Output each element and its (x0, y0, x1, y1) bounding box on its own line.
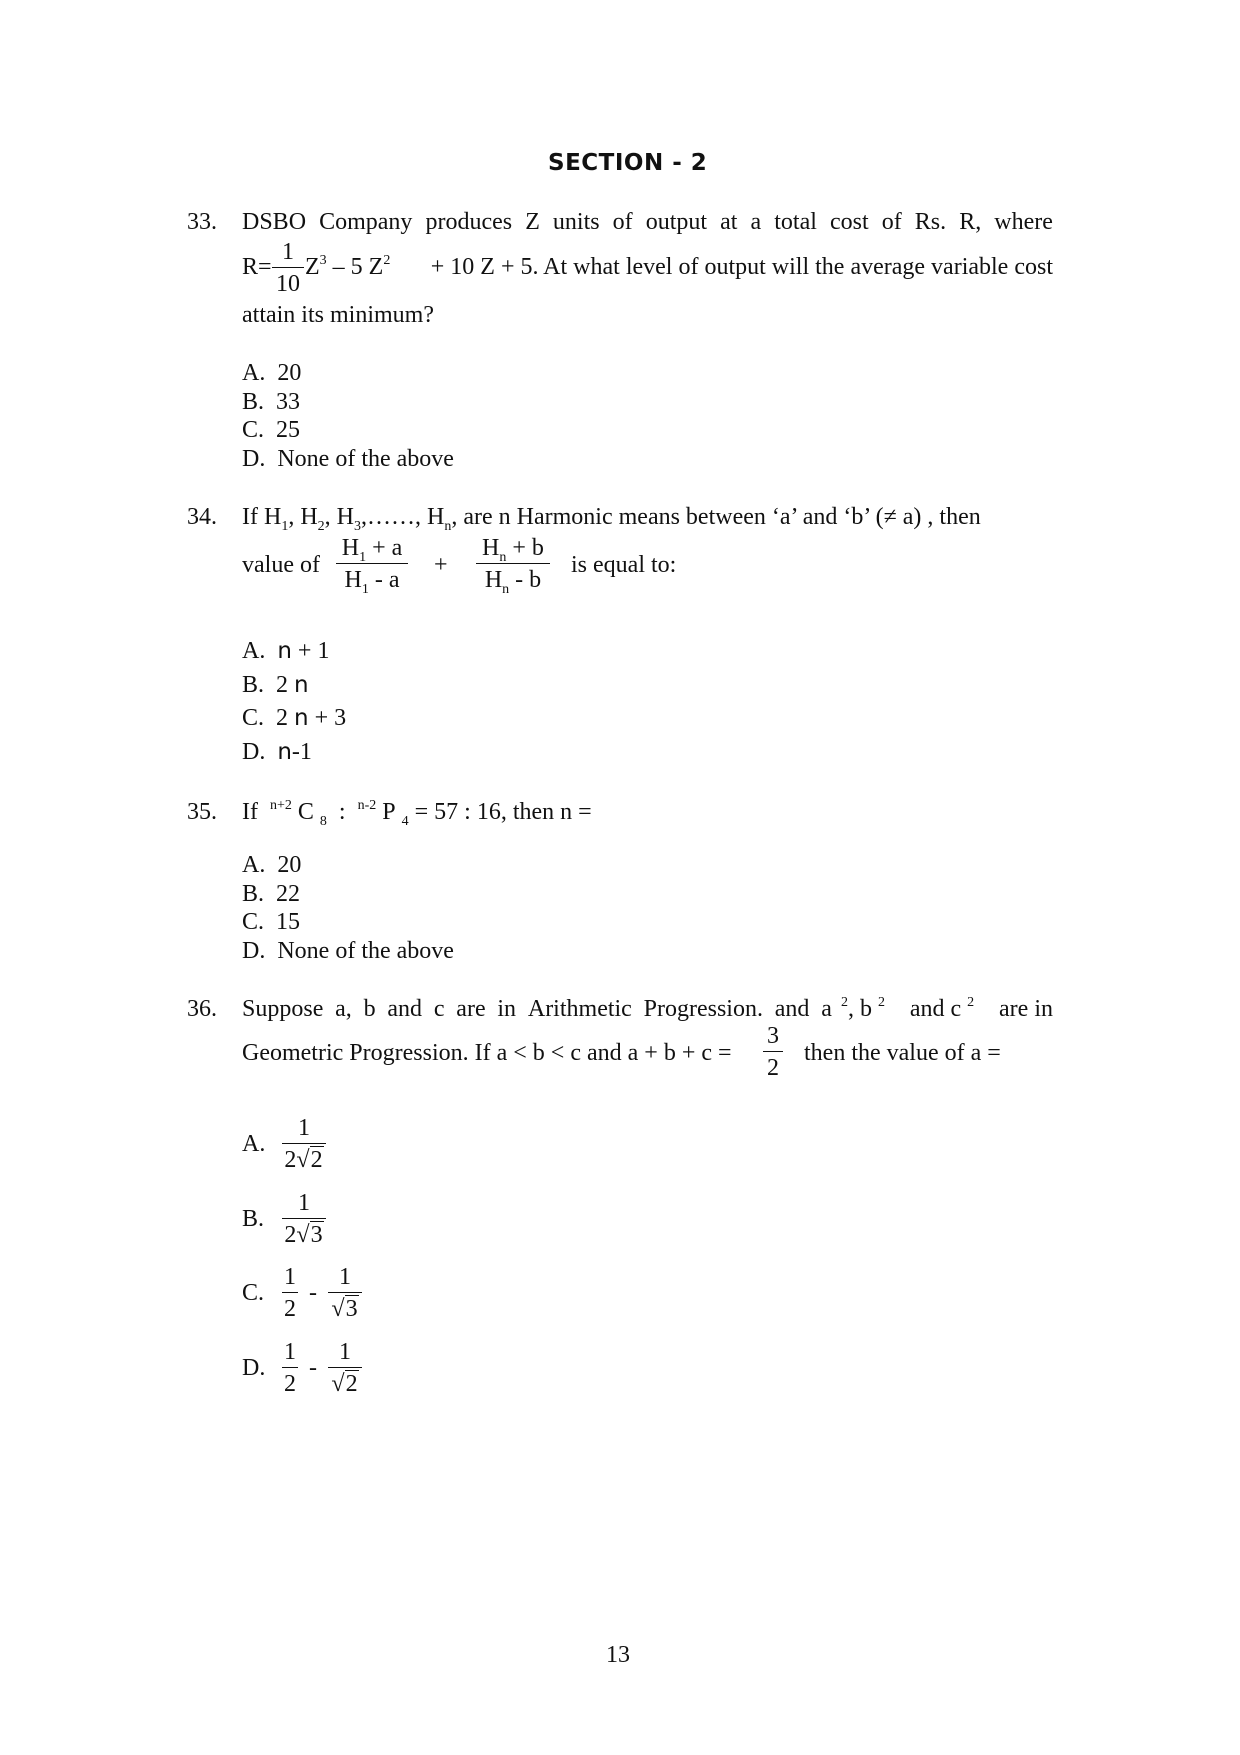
word: of (881, 209, 902, 235)
superscript: n-2 (357, 798, 377, 813)
fraction-three-halves (763, 1024, 783, 1080)
option-letter: B. (242, 881, 265, 907)
option-text: n (277, 739, 292, 765)
subscript: 1 (281, 519, 289, 534)
word: and (774, 996, 810, 1022)
fraction-numerator: $H_1 + a$ (341, 535, 403, 565)
question-text-line-1 (242, 210, 1053, 234)
word: units (552, 209, 600, 235)
option-b[interactable] (242, 882, 300, 906)
fraction-denominator: 10 (272, 267, 304, 296)
fraction-denominator: 2 (763, 1051, 783, 1080)
option-a[interactable] (242, 361, 301, 385)
question-text-line-1 (242, 504, 1053, 534)
subscript: 4 (401, 814, 409, 829)
minus-5z-term: – 5 Z (326, 254, 384, 280)
question-text-line-3: attain its minimum? (242, 302, 434, 328)
section-title: SECTION - 2 (548, 150, 708, 176)
fraction-numerator: $H_n + b$ (482, 535, 544, 565)
option-text: 22 (276, 881, 301, 907)
fraction-numerator: 1 (298, 1115, 310, 1141)
fraction-denominator: 2 (282, 1367, 298, 1396)
option-text: -1 (291, 739, 312, 765)
word: Suppose (242, 996, 324, 1022)
option-text: None of the above (277, 938, 454, 964)
fraction-hn (476, 535, 550, 597)
text: If (242, 799, 258, 825)
text: , H (324, 504, 355, 530)
word: total (774, 209, 817, 235)
word: and (387, 996, 423, 1022)
option-text: n (277, 638, 292, 664)
word: output (645, 209, 708, 235)
subscript: 3 (354, 519, 362, 534)
text: , H (288, 504, 318, 530)
fraction-numerator: 1 (284, 1264, 296, 1290)
cost-function (305, 255, 1053, 279)
word: a, (335, 996, 352, 1022)
cost-function-rest: + 10 Z + 5. At what level of output will the average variable cost (430, 254, 1053, 280)
r-prefix: R= (242, 254, 272, 280)
option-d[interactable] (242, 447, 454, 471)
subscript: n (444, 519, 452, 534)
word: of (612, 209, 633, 235)
text: , are n Harmonic means between ‘a’ and ‘b’ (≠ a) , then (451, 504, 981, 530)
fraction-numerator: 1 (282, 239, 294, 265)
option-text: n (294, 672, 309, 698)
option-text: + 1 (291, 638, 330, 664)
word: R, (959, 209, 982, 235)
option-letter: C. (242, 909, 265, 935)
word: Progression. (643, 996, 763, 1022)
option-text: 33 (276, 389, 301, 415)
page-number: 13 (606, 1642, 630, 1668)
radical-icon: √ (296, 1222, 310, 1248)
option-letter: A. (242, 852, 266, 878)
word: in (497, 996, 517, 1022)
exponent: 2 (878, 995, 885, 1010)
option-c[interactable] (242, 418, 300, 442)
option-letter: C. (242, 705, 265, 731)
fraction-denominator: 2√3 (282, 1218, 326, 1247)
word: DSBO (242, 209, 307, 235)
option-letter: B. (242, 1206, 265, 1232)
text: = 57 : 16, then n = (414, 799, 592, 825)
word: Company (319, 209, 413, 235)
text: ,……, H (361, 504, 445, 530)
question-text-line-2a: Geometric Progression. If a < b < c and a + b + c = (242, 1040, 732, 1066)
option-letter: A. (242, 638, 266, 664)
text: C (297, 799, 314, 825)
option-text: n (294, 705, 309, 731)
question-text-line-1 (242, 997, 1053, 1021)
exponent: 2 (841, 995, 848, 1010)
fraction-numerator: 1 (298, 1190, 310, 1216)
option-letter: D. (242, 1355, 266, 1381)
word: Arithmetic (527, 996, 632, 1022)
option-a[interactable] (242, 639, 329, 663)
word: produces (425, 209, 513, 235)
option-c[interactable] (242, 706, 346, 730)
question-number: 34. (187, 504, 217, 530)
option-d[interactable] (242, 740, 312, 764)
fraction-denominator: $H_n$ - b (476, 563, 550, 592)
fraction-numerator: 1 (284, 1339, 296, 1365)
option-fraction-2 (328, 1340, 362, 1396)
minus-sign: - (309, 1355, 317, 1381)
option-fraction-1 (282, 1265, 298, 1321)
option-fraction-2 (328, 1265, 362, 1321)
exponent: 2 (383, 253, 391, 268)
question-text-line-2 (242, 255, 272, 279)
option-letter: A. (242, 360, 266, 386)
minus-sign: - (309, 1280, 317, 1306)
option-fraction (282, 1191, 326, 1247)
word: cost (829, 209, 869, 235)
text: : (338, 799, 346, 825)
option-d[interactable] (242, 939, 454, 963)
option-letter: D. (242, 938, 266, 964)
fraction-denominator: $H_1$ - a (336, 563, 408, 592)
option-a[interactable] (242, 853, 301, 877)
question-number: 33. (187, 209, 217, 235)
option-letter: B. (242, 672, 265, 698)
fraction-denominator: 2 (282, 1292, 298, 1321)
plus-sign: + (434, 552, 448, 578)
is-equal-label: is equal to: (571, 552, 677, 578)
word: at (720, 209, 738, 235)
question-text (242, 798, 592, 829)
option-b[interactable] (242, 673, 309, 697)
option-c[interactable] (242, 910, 300, 934)
option-text: None of the above (277, 446, 454, 472)
exponent: 3 (319, 253, 327, 268)
fraction-numerator: 1 (339, 1264, 351, 1290)
text: , b (848, 996, 872, 1022)
fraction-one-tenth (272, 240, 304, 296)
word: b (363, 996, 376, 1022)
line-words (242, 997, 832, 1021)
word: c (433, 996, 445, 1022)
text: are in (999, 996, 1053, 1022)
option-text: 2 (276, 705, 295, 731)
option-letter: C. (242, 1280, 265, 1306)
question-number: 35. (187, 799, 217, 825)
radical-icon: √ (331, 1371, 345, 1397)
superscript: n+2 (269, 798, 292, 813)
option-text: 20 (277, 360, 302, 386)
radical-icon: √ (331, 1296, 345, 1322)
fraction-denominator: √2 (328, 1367, 362, 1396)
option-letter: D. (242, 739, 266, 765)
text: and c (909, 996, 962, 1022)
word: Rs. (914, 209, 947, 235)
option-text: 20 (277, 852, 302, 878)
option-letter: D. (242, 446, 266, 472)
exponent: 2 (967, 995, 975, 1010)
option-text: 2 (276, 672, 295, 698)
fraction-denominator: √3 (328, 1292, 362, 1321)
word: Z (525, 209, 540, 235)
value-of-label: value of (242, 552, 320, 578)
word: are (456, 996, 486, 1022)
fraction-denominator: 2√2 (282, 1143, 326, 1172)
exponent-terms (841, 997, 1053, 1021)
subscript: 2 (317, 519, 325, 534)
option-letter: A. (242, 1131, 266, 1157)
fraction-numerator: 1 (339, 1339, 351, 1365)
word: where (994, 209, 1053, 235)
option-text: 15 (276, 909, 301, 935)
fraction-h1 (336, 535, 408, 597)
option-b[interactable] (242, 390, 300, 414)
word: a (821, 996, 832, 1022)
z-term: Z (305, 254, 320, 280)
question-number: 36. (187, 996, 217, 1022)
option-text: 25 (276, 417, 301, 443)
word: a (750, 209, 762, 235)
question-text-line-2b: then the value of a = (804, 1040, 1001, 1066)
subscript: 8 (319, 814, 327, 829)
option-fraction-1 (282, 1340, 298, 1396)
option-letter: C. (242, 417, 265, 443)
radical-icon: √ (296, 1147, 310, 1173)
option-text: + 3 (308, 705, 347, 731)
option-letter: B. (242, 389, 265, 415)
option-fraction (282, 1116, 326, 1172)
fraction-numerator: 3 (767, 1023, 779, 1049)
text: If H (242, 504, 282, 530)
text: P (382, 799, 396, 825)
